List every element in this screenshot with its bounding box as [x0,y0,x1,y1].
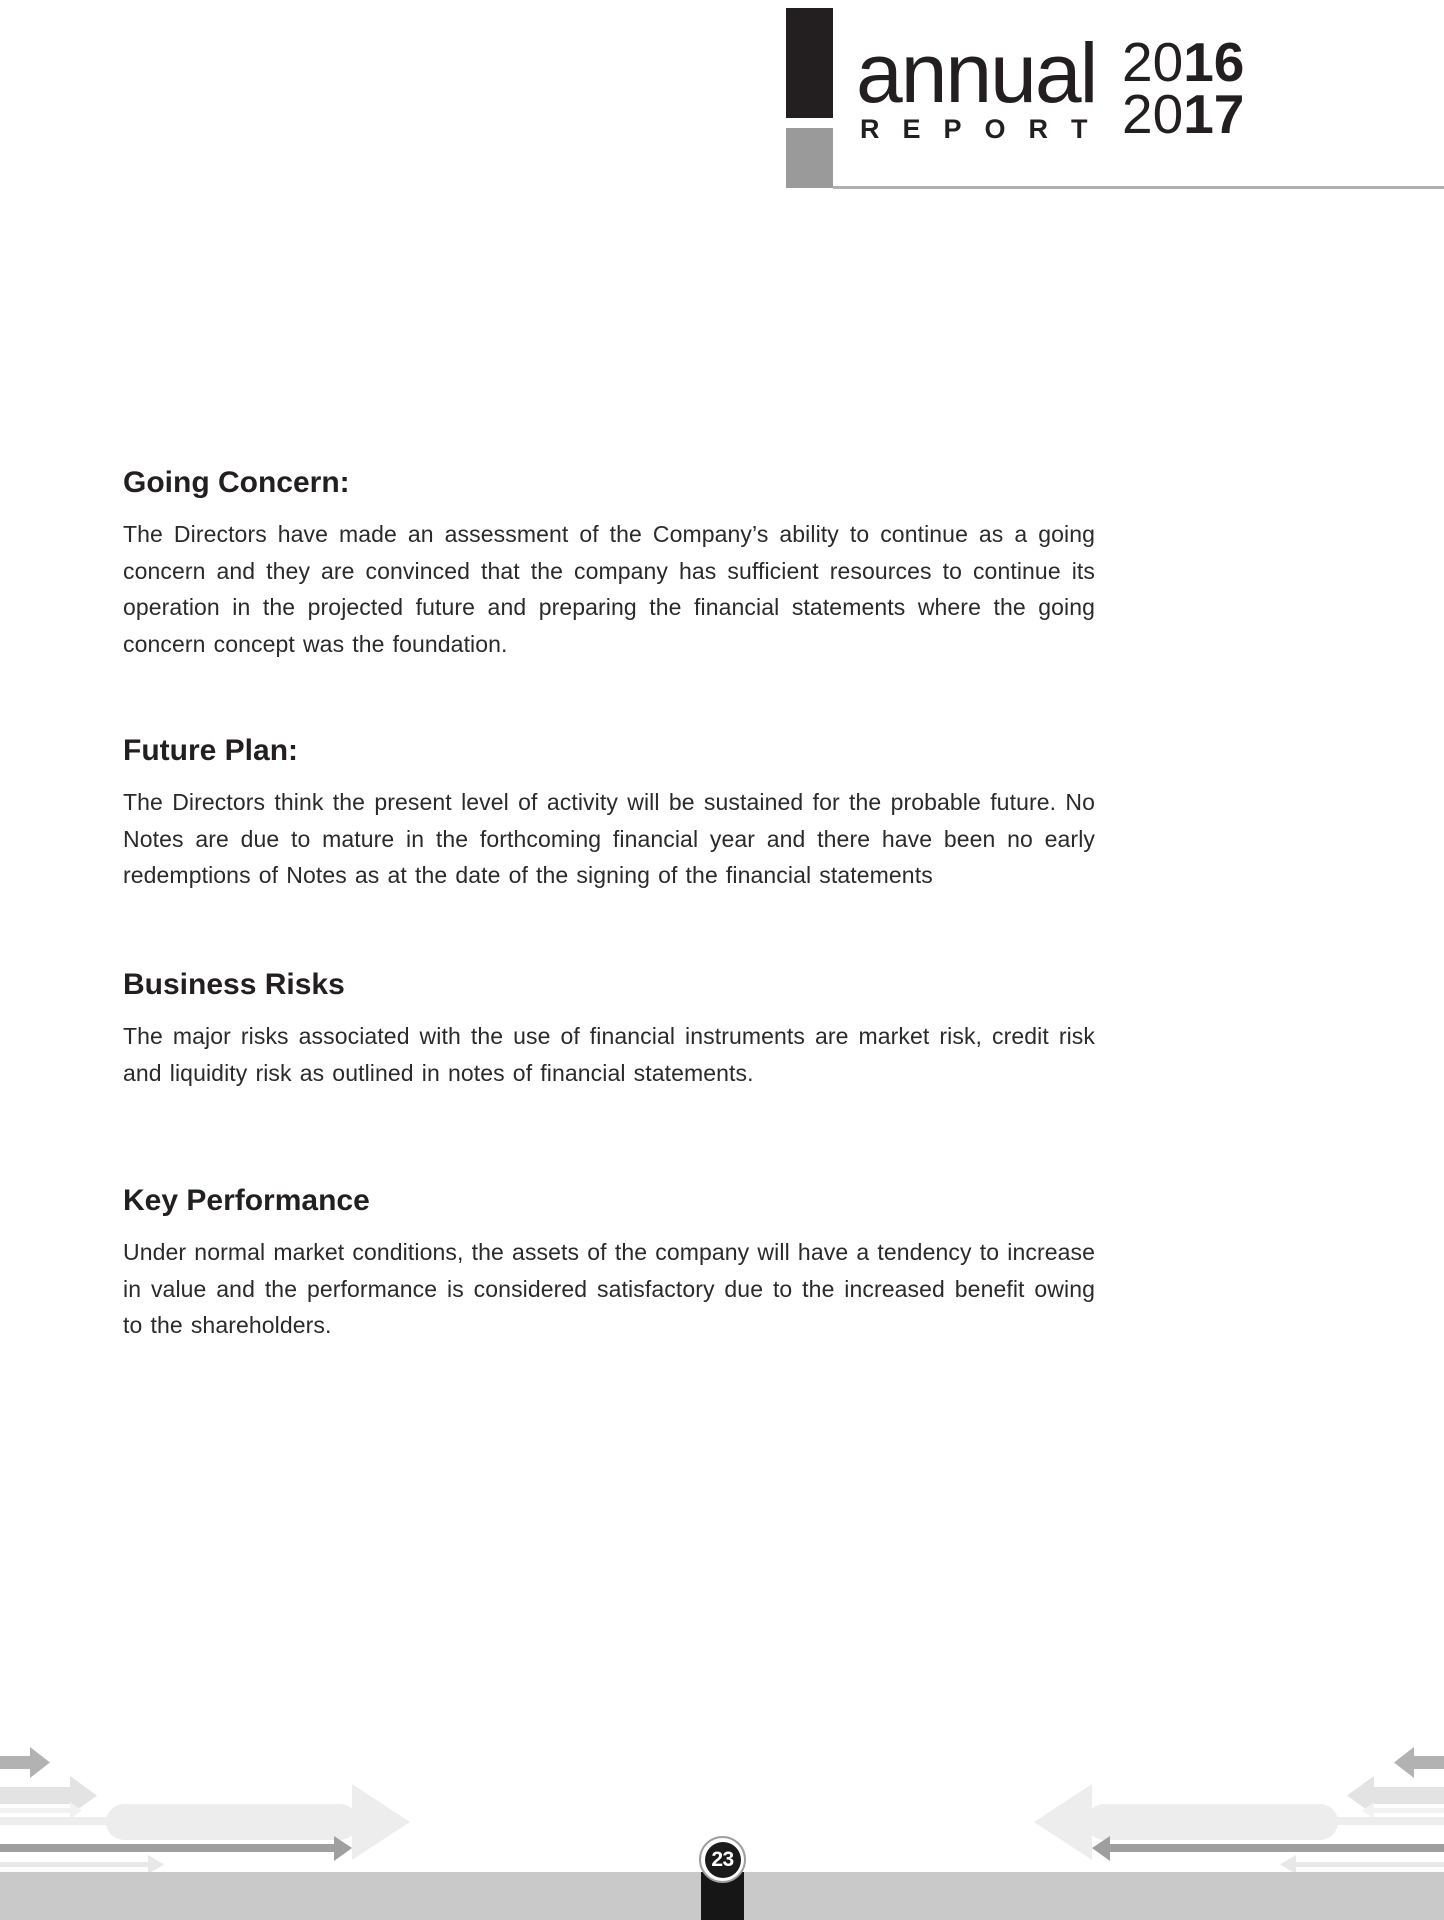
section-heading: Business Risks [123,968,345,1001]
section-body: Under normal market conditions, the assets of the company will have a tendency to increase in value and the performance is considered satisfactory due to the increased benefit owing to the shareholders. [123,1239,1095,1339]
year-2017-bold: 17 [1183,83,1245,145]
logo-year-2016 [1122,31,1245,93]
arrow-left-group-icon [1024,1740,1444,1876]
logo-black-rectangle [786,8,833,118]
section-key-performance [123,1184,1095,1344]
section-body: The Directors think the present level of activity will be sustained for the probable future. No Notes are due to mature in the forthcoming financial year and there have been no early redemptions of Notes as at the date of the signing of the financial statements [123,789,1095,889]
section-body: The Directors have made an assessment of the Company’s ability to continue as a going concern and they are convinced that the company has sufficient resources to continue its operation in the projected future and preparing the financial statements where the going concern concept was the foundation. [123,521,1095,657]
page-number: 23 [705,1842,741,1878]
section-going-concern [123,466,1095,662]
logo-gray-rectangle [786,128,833,188]
section-business-risks [123,968,1095,1091]
page-number-badge [699,1836,746,1883]
year-2016-bold: 16 [1183,31,1245,93]
year-2016-light: 20 [1122,31,1184,93]
year-2017-light: 20 [1122,83,1184,145]
logo-year-2017 [1122,83,1245,145]
section-body: The major risks associated with the use of financial instruments are market risk, credit risk and liquidity risk as outlined in notes of financial statements. [123,1023,1095,1086]
section-heading: Going Concern: [123,466,350,499]
section-heading: Future Plan: [123,734,299,767]
logo-years [1122,31,1245,145]
logo-subtitle: REPORT [860,114,1111,144]
section-heading: Key Performance [123,1184,370,1217]
arrow-right-group-icon [0,1740,420,1876]
section-future-plan [123,734,1095,894]
header-rule-line [833,186,1444,189]
logo-title: annual [856,26,1097,120]
